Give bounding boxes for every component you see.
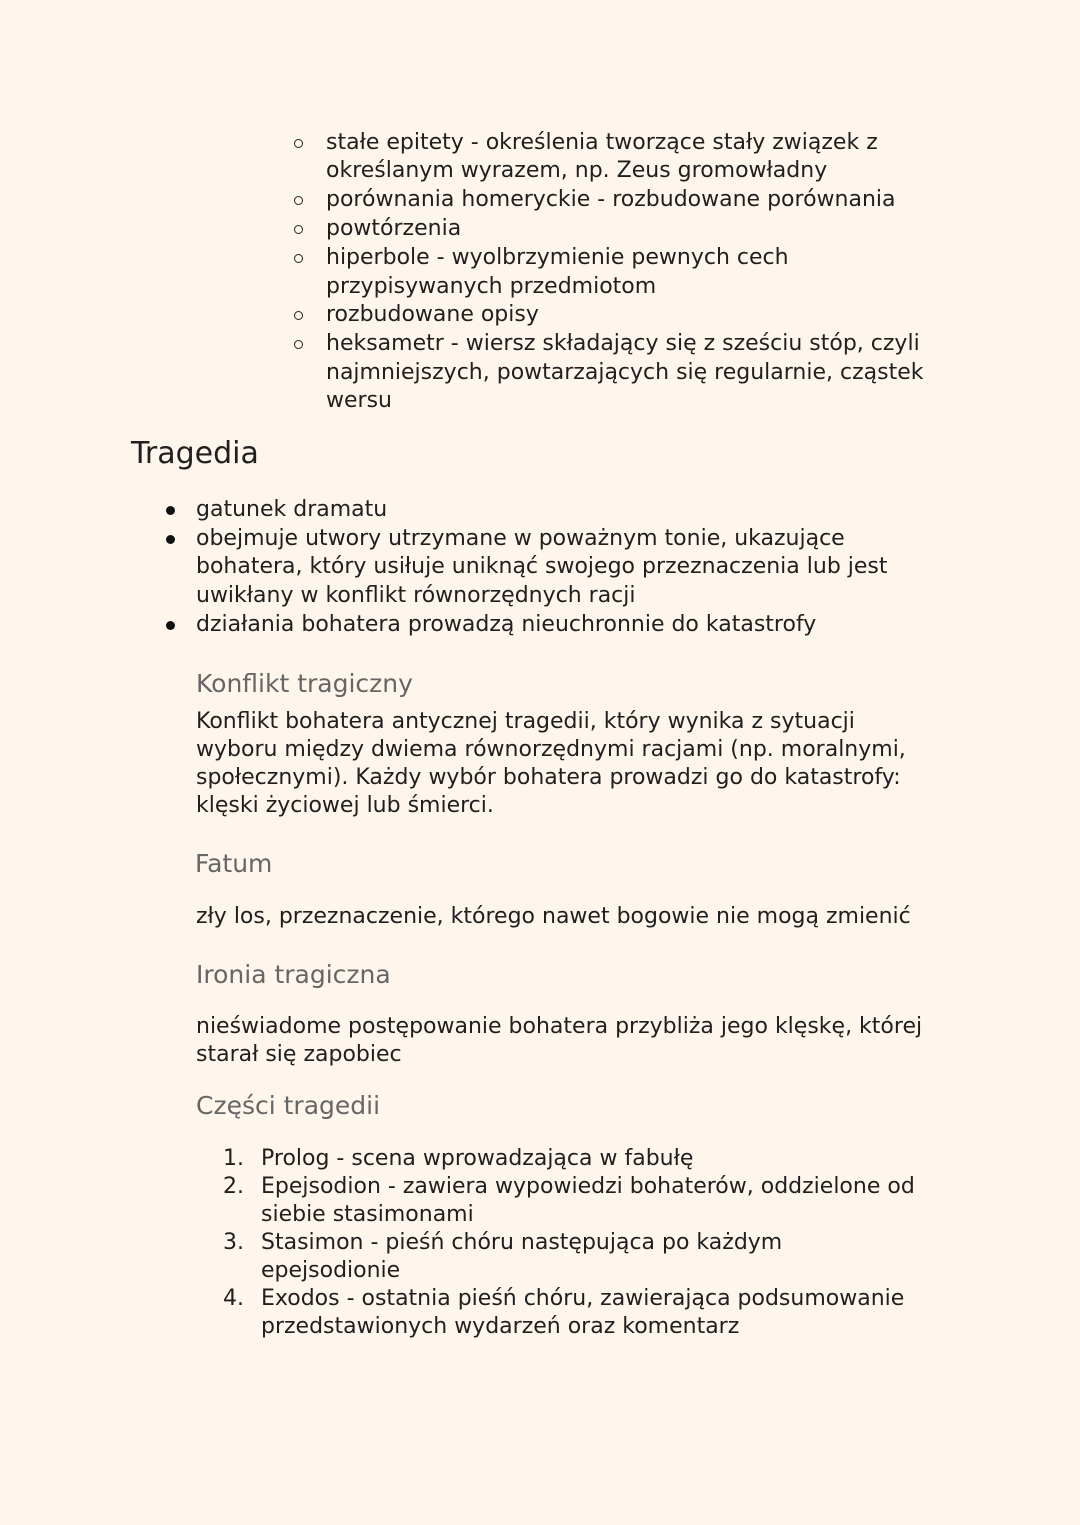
list-number: 4. bbox=[223, 1286, 244, 1311]
hollow-bullet-icon bbox=[294, 254, 303, 263]
list-item-text: porównania homeryckie - rozbudowane porównania bbox=[326, 187, 896, 212]
hollow-bullet-icon bbox=[294, 139, 303, 148]
list-item-text: wersu bbox=[326, 388, 392, 413]
list-item-text: uwikłany w konflikt równorzędnych racji bbox=[196, 583, 636, 608]
paragraph-line: wyboru między dwiema równorzędnymi racjami (np. moralnymi, bbox=[196, 737, 906, 762]
list-item-text: siebie stasimonami bbox=[261, 1202, 474, 1227]
list-item-text: Epejsodion - zawiera wypowiedzi bohaterów, oddzielone od bbox=[261, 1174, 915, 1199]
subheading-konflikt: Konflikt tragiczny bbox=[196, 669, 413, 698]
section-heading-tragedia: Tragedia bbox=[131, 436, 259, 471]
list-item-text: obejmuje utwory utrzymane w poważnym tonie, ukazujące bbox=[196, 526, 845, 551]
paragraph-line: nieświadome postępowanie bohatera przybliża jego klęskę, której bbox=[196, 1014, 923, 1039]
list-item-text: najmniejszych, powtarzających się regularnie, cząstek bbox=[326, 360, 924, 385]
subheading-czesci: Części tragedii bbox=[196, 1091, 381, 1120]
list-item-text: działania bohatera prowadzą nieuchronnie do katastrofy bbox=[196, 612, 817, 637]
hollow-bullet-icon bbox=[294, 340, 303, 349]
list-item-text: przypisywanych przedmiotom bbox=[326, 274, 657, 299]
list-item-text: heksametr - wiersz składający się z sześciu stóp, czyli bbox=[326, 331, 920, 356]
hollow-bullet-icon bbox=[294, 311, 303, 320]
hollow-bullet-icon bbox=[294, 225, 303, 234]
list-item-text: powtórzenia bbox=[326, 216, 462, 241]
list-number: 2. bbox=[223, 1174, 244, 1199]
hollow-bullet-icon bbox=[294, 196, 303, 205]
list-item-text: rozbudowane opisy bbox=[326, 302, 539, 327]
list-number: 3. bbox=[223, 1230, 244, 1255]
list-item-text: epejsodionie bbox=[261, 1258, 401, 1283]
list-item-text: stałe epitety - określenia tworzące stały związek z bbox=[326, 130, 878, 155]
list-item-text: Exodos - ostatnia pieśń chóru, zawierająca podsumowanie bbox=[261, 1286, 905, 1311]
list-item-text: hiperbole - wyolbrzymienie pewnych cech bbox=[326, 245, 789, 270]
bullet-icon bbox=[166, 506, 175, 515]
paragraph-line: starał się zapobiec bbox=[196, 1042, 402, 1067]
list-item-text: Stasimon - pieśń chóru następująca po każdym bbox=[261, 1230, 783, 1255]
list-number: 1. bbox=[223, 1146, 244, 1171]
bullet-icon bbox=[166, 621, 175, 630]
paragraph-line: Konflikt bohatera antycznej tragedii, który wynika z sytuacji bbox=[196, 709, 855, 734]
paragraph-line: klęski życiowej lub śmierci. bbox=[196, 793, 494, 818]
bullet-icon bbox=[166, 535, 175, 544]
list-item-text: gatunek dramatu bbox=[196, 497, 388, 522]
list-item-text: określanym wyrazem, np. Zeus gromowładny bbox=[326, 158, 828, 183]
paragraph-line: społecznymi). Każdy wybór bohatera prowadzi go do katastrofy: bbox=[196, 765, 901, 790]
list-item-text: Prolog - scena wprowadzająca w fabułę bbox=[261, 1146, 694, 1171]
list-item-text: przedstawionych wydarzeń oraz komentarz bbox=[261, 1314, 740, 1339]
subheading-fatum: Fatum bbox=[195, 849, 273, 878]
paragraph-line: zły los, przeznaczenie, którego nawet bogowie nie mogą zmienić bbox=[196, 904, 911, 929]
subheading-ironia: Ironia tragiczna bbox=[196, 960, 391, 989]
list-item-text: bohatera, który usiłuje uniknąć swojego przeznaczenia lub jest bbox=[196, 554, 888, 579]
